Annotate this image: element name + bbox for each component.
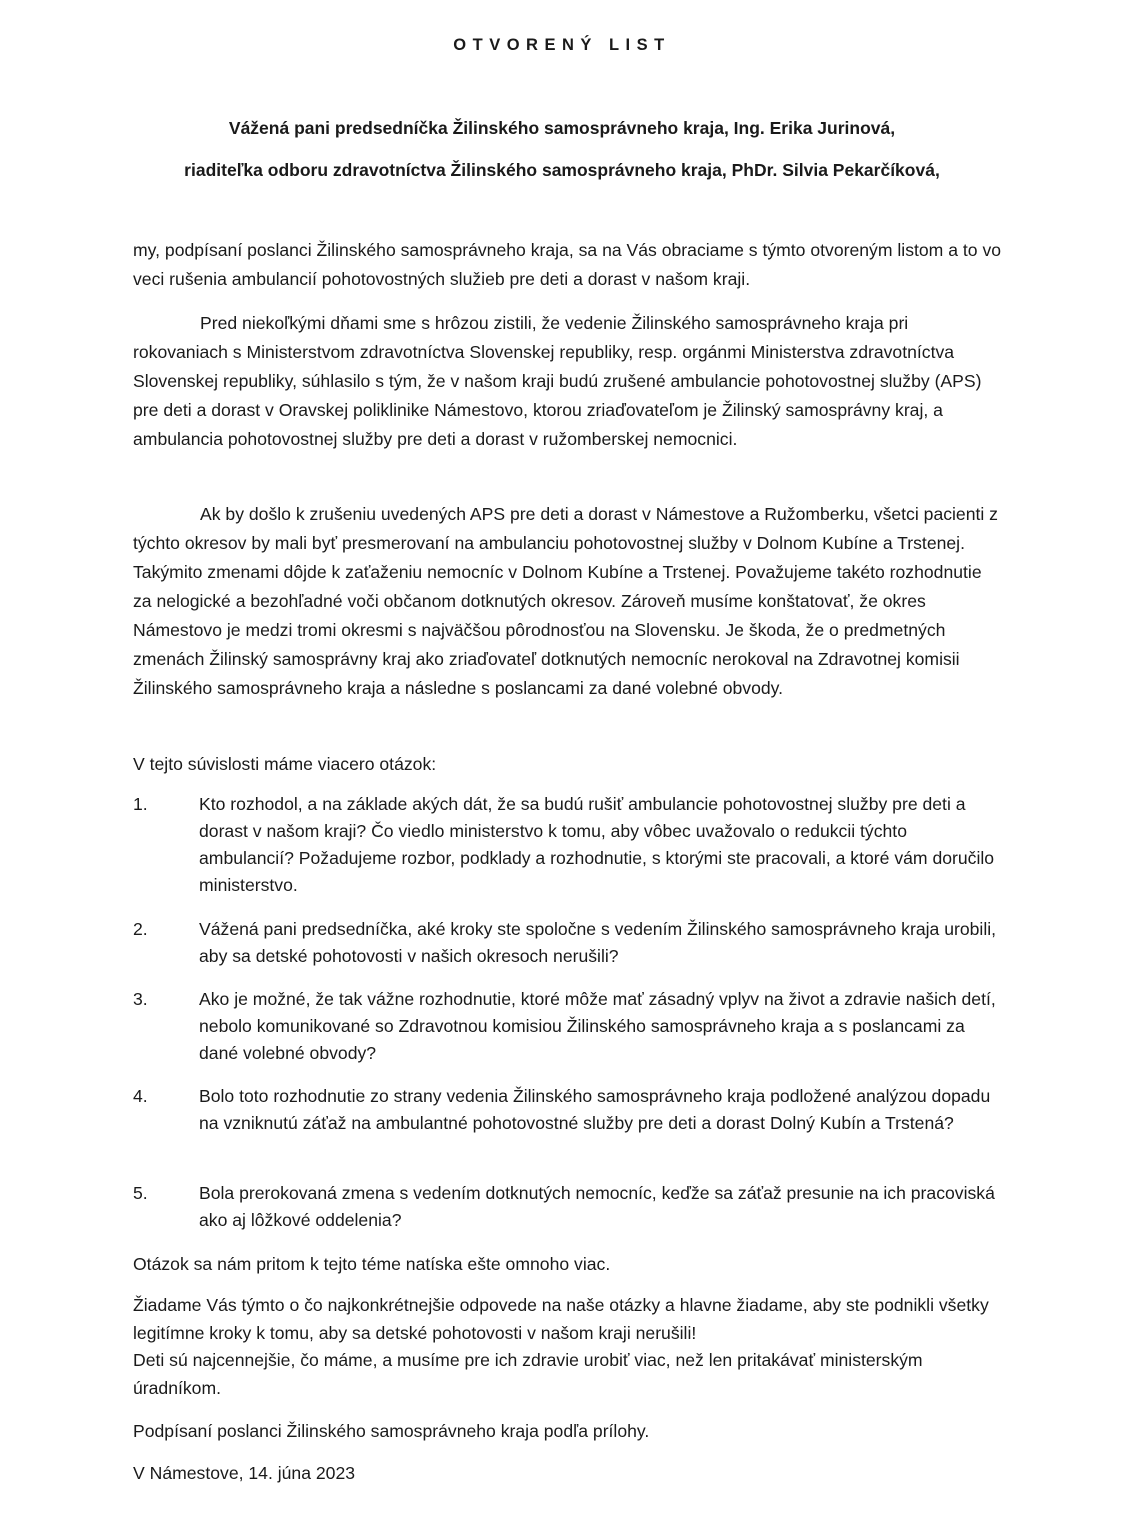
paragraph-2: Ak by došlo k zrušeniu uvedených APS pre deti a dorast v Námestove a Ružomberku, všetci pacienti z týchto okresov by mali byť presmerovaní na ambulanciu pohotovostnej služby v Dolnom Kubíne a Trstenej. Takýmito zmenami dôjde k zaťaženiu nemocníc v Dolnom Kubíne a Trstenej. Považujeme takéto rozhodnutie za nelogické a bezohľadné voči občanom dotknutých okresov. Zároveň musíme konštatovať, že okres Námestovo je medzi tromi okresmi s najväčšou pôrodnosťou na Slovensku. Je škoda, že o predmetných zmenách Žilinský samosprávny kraj ako zriaďovateľ dotknutých nemocníc nerokoval na Zdravotnej komisii Žilinského samosprávneho kraja a následne s poslancami za dané volebné obvody. — [133, 504, 998, 698]
request-line-1: Žiadame Vás týmto o čo najkonkrétnejšie odpovede na naše otázky a hlavne žiadame, aby ste podnikli všetky legitímne kroky k tomu, aby sa detské pohotovosti v našom kraji nerušili! — [133, 1295, 989, 1343]
question-text: Kto rozhodol, a na základe akých dát, že sa budú rušiť ambulancie pohotovostnej služby pre deti a dorast v našom kraji? Čo viedlo ministerstvo k tomu, aby vôbec uvažovalo o redukcii týchto ambulancií? Požadujeme rozbor, podklady a rozhodnutie, s ktorými ste pracovali, a ktoré vám doručilo ministerstvo. — [199, 794, 995, 895]
request-line-2: Deti sú najcennejšie, čo máme, a musíme pre ich zdravie urobiť viac, než len pritakávať ministerským úradníkom. — [133, 1350, 923, 1398]
question-text: Ako je možné, že tak vážne rozhodnutie, ktoré môže mať zásadný vplyv na život a zdravie našich detí, nebolo komunikované so Zdravotnou komisiou Žilinského samosprávneho kraja a s poslancami za dané volebné obvody? — [199, 989, 996, 1063]
paragraph-1: Pred niekoľkými dňami sme s hrôzou zistili, že vedenie Žilinského samosprávneho kraja pri rokovaniach s Ministerstvom zdravotníctva Slovenskej republiky, resp. orgánmi Ministerstva zdravotníctva Slovenskej republiky, súhlasilo s tým, že v našom kraji budú zrušené ambulancie pohotovostnej služby (APS) pre deti a dorast v Oravskej poliklinike Námestovo, ktorou zriaďovateľom je Žilinský samosprávny kraj, a ambulancia pohotovostnej služby pre deti a dorast v ružomberskej nemocnici. — [133, 313, 982, 449]
intro-paragraph: my, podpísaní poslanci Žilinského samosprávneho kraja, sa na Vás obraciame s týmto otvoreným listom a to vo veci rušenia ambulancií pohotovostných služieb pre deti a dorast v našom kraji. — [133, 240, 1002, 289]
questions-lead: V tejto súvislosti máme viacero otázok: — [133, 754, 437, 774]
letter-title: OTVORENÝ LIST — [453, 36, 671, 54]
place-date: V Námestove, 14. júna 2023 — [133, 1463, 356, 1483]
addressee-line-1: Vážená pani predsedníčka Žilinského samosprávneho kraja, Ing. Erika Jurinová, — [228, 118, 896, 138]
question-number: 3. — [133, 989, 148, 1009]
request-paragraph — [133, 1292, 1003, 1402]
question-number: 5. — [133, 1183, 148, 1203]
more-questions-paragraph: Otázok sa nám pritom k tejto téme natíska ešte omnoho viac. — [133, 1254, 611, 1274]
signatories-note: Podpísaní poslanci Žilinského samosprávneho kraja podľa prílohy. — [133, 1421, 650, 1441]
question-text: Bola prerokovaná zmena s vedením dotknutých nemocníc, keďže sa záťaž presunie na ich pracoviská ako aj lôžkové oddelenia? — [199, 1183, 995, 1230]
question-text: Vážená pani predsedníčka, aké kroky ste spoločne s vedením Žilinského samosprávneho kraja urobili, aby sa detské pohotovosti v našich okresoch nerušili? — [199, 919, 997, 966]
question-number: 1. — [133, 794, 148, 814]
addressee-line-2: riaditeľka odboru zdravotníctva Žilinského samosprávneho kraja, PhDr. Silvia Pekarčíková, — [184, 160, 940, 180]
question-number: 2. — [133, 919, 148, 939]
question-text: Bolo toto rozhodnutie zo strany vedenia Žilinského samosprávneho kraja podložené analýzou dopadu na vzniknutú záťaž na ambulantné pohotovostné služby pre deti a dorast Dolný Kubín a Trstená? — [199, 1086, 991, 1133]
question-number: 4. — [133, 1086, 148, 1106]
